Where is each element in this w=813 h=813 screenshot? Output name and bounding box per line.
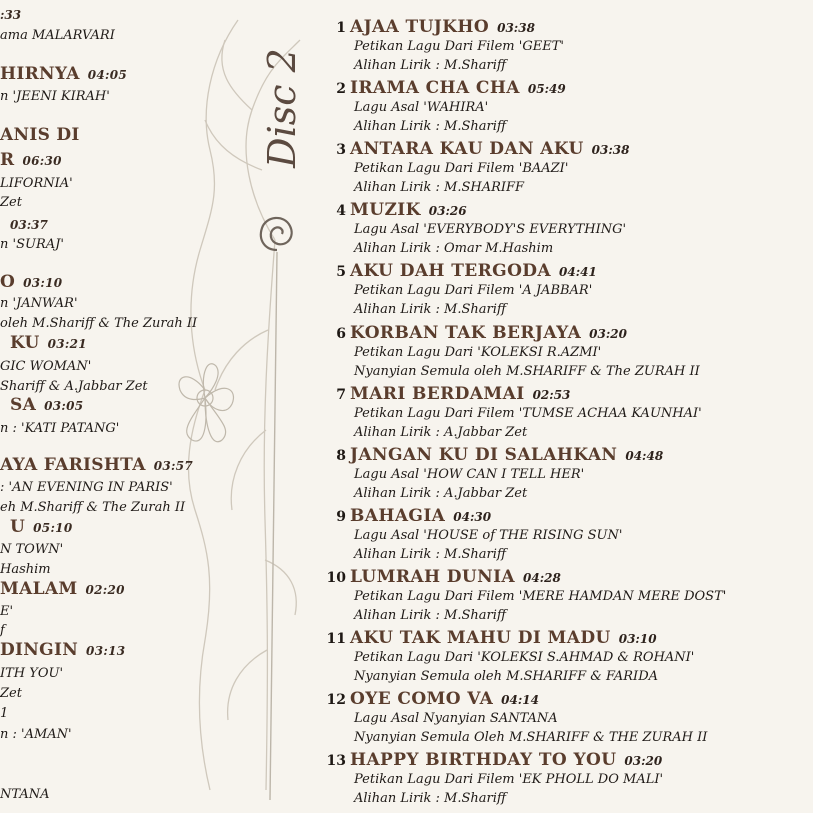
track-source-line: Petikan Lagu Dari Filem 'EK PHOLL DO MALI' [354,772,664,787]
track-number: 4 [336,203,346,219]
left-fragment-line [0,727,72,742]
left-fragment-text: :33 [0,8,22,22]
left-fragment-line [0,316,197,331]
left-fragment-line [0,480,173,495]
track-title-line [350,139,630,159]
left-fragment-line [0,296,78,311]
left-fragment-text: DINGIN [0,640,79,660]
track-source-line: Petikan Lagu Dari Filem 'TUMSE ACHAA KAUNHAI' [354,406,702,421]
track-title-line [350,506,491,526]
track-source-line: Lagu Asal 'HOW CAN I TELL HER' [354,467,585,482]
left-fragment-title [10,333,87,353]
track-title: AKU TAK MAHU DI MADU [350,628,611,648]
left-fragment-line [0,176,73,191]
track-credit-line: Alihan Lirik : M.Shariff [354,791,507,806]
track-credit-line: Alihan Lirik : M.SHARIFF [354,180,525,195]
left-fragment-text: : 'AN EVENING IN PARIS' [0,480,173,495]
left-fragment-line [0,542,63,557]
track-item [322,384,813,447]
track-title-line [350,445,663,465]
track-number: 9 [336,509,346,525]
left-fragment-text: Zet [0,195,22,210]
track-title: HAPPY BIRTHDAY TO YOU [350,750,617,770]
track-credit-line: Alihan Lirik : A.Jabbar Zet [354,425,528,440]
track-title: BAHAGIA [350,506,446,526]
track-duration: 03:20 [624,754,663,768]
track-title-line [350,750,662,770]
track-credit-line: Nyanyian Semula Oleh M.SHARIFF & THE ZURAH II [354,730,708,745]
left-fragment-text: ama MALARVARI [0,28,115,43]
left-fragment-title [0,640,126,660]
track-duration: 04:14 [501,693,539,707]
left-fragment-duration: 02:20 [85,583,125,597]
track-source-line: Petikan Lagu Dari Filem 'GEET' [354,39,564,54]
left-fragment-line [0,623,5,638]
left-fragment-title [10,517,73,537]
left-fragment-text: Shariff & A.Jabbar Zet [0,379,148,394]
left-fragment-text: LIFORNIA' [0,176,73,191]
track-item [322,628,813,691]
left-fragment-line [0,89,110,104]
left-fragment-text: n 'SURAJ' [0,237,64,252]
track-duration: 04:28 [523,571,561,585]
left-fragment-line [0,421,119,436]
left-fragment-text: n 'JANWAR' [0,296,78,311]
track-source-line: Lagu Asal 'EVERYBODY'S EVERYTHING' [354,222,627,237]
track-title: IRAMA CHA CHA [350,78,520,98]
left-fragment-line [0,604,13,619]
left-fragment-text: AYA FARISHTA [0,455,146,475]
track-title: MARI BERDAMAI [350,384,525,404]
left-fragment-title [0,455,194,475]
left-fragment-duration: 03:05 [44,399,84,413]
track-title: AKU DAH TERGODA [350,261,552,281]
left-fragment-dur [10,218,48,233]
track-number: 8 [336,448,346,464]
left-fragment-text: oleh M.Shariff & The Zurah II [0,316,198,331]
left-fragment-line [0,195,22,210]
track-source-line: Lagu Asal Nyanyian SANTANA [354,711,558,726]
left-fragment-line [0,359,91,374]
track-duration: 04:48 [625,449,664,463]
left-fragment-text: ANIS DI [0,125,80,145]
track-item [322,445,813,508]
left-fragment-text: n 'JEENI KIRAH' [0,89,110,104]
left-fragment-line [0,562,51,577]
left-fragment-dur [0,8,21,23]
left-fragment-duration: 03:57 [153,459,194,473]
track-list [322,0,813,813]
track-credit-line: Nyanyian Semula oleh M.SHARIFF & FARIDA [354,669,659,684]
left-fragment-duration: 06:30 [22,154,62,168]
left-fragment-text: f [0,623,5,638]
left-fragment-text: NTANA [0,787,50,802]
left-fragment-text: O [0,272,16,292]
track-title: KORBAN TAK BERJAYA [350,323,582,343]
track-title: MUZIK [350,200,421,220]
track-source-line: Petikan Lagu Dari Filem 'MERE HAMDAN MERE DOST' [354,589,727,604]
track-number: 1 [336,20,346,36]
track-credit-line: Alihan Lirik : M.Shariff [354,119,507,134]
left-fragment-text: 1 [0,706,9,721]
track-item [322,689,813,752]
left-fragment-title [0,272,63,292]
left-fragment-text: Hashim [0,562,51,577]
left-fragment-text: N TOWN' [0,542,64,557]
track-duration: 03:38 [591,143,630,157]
track-duration: 04:41 [559,265,597,279]
left-fragment-text: HIRNYA [0,64,80,84]
track-title: ANTARA KAU DAN AKU [350,139,584,159]
track-item [322,506,813,569]
track-duration: 04:30 [453,510,492,524]
track-title: OYE COMO VA [350,689,494,709]
track-item [322,17,813,80]
track-title-line [350,200,467,220]
track-duration: 02:53 [532,388,571,402]
left-fragment-line [0,787,50,802]
track-title-line [350,384,570,404]
track-item [322,323,813,386]
track-credit-line: Alihan Lirik : A.Jabbar Zet [354,486,528,501]
left-page-fragment [0,0,240,813]
track-duration: 03:26 [428,204,467,218]
track-number: 10 [326,570,346,586]
track-title-line [350,628,657,648]
left-fragment-title [0,125,80,145]
left-fragment-line [0,666,63,681]
track-source-line: Petikan Lagu Dari Filem 'A JABBAR' [354,283,593,298]
left-fragment-line [0,686,22,701]
track-item [322,750,813,813]
track-number: 2 [336,81,346,97]
track-title-line [350,323,627,343]
track-title-line [350,567,561,587]
left-fragment-text: SA [10,395,37,415]
left-fragment-title [10,395,84,415]
track-source-line: Lagu Asal 'HOUSE of THE RISING SUN' [354,528,623,543]
track-item [322,567,813,630]
left-fragment-line [0,237,64,252]
track-number: 7 [336,387,346,403]
track-title: JANGAN KU DI SALAHKAN [350,445,618,465]
left-fragment-text: MALAM [0,579,78,599]
track-title-line [350,17,535,37]
left-fragment-title [0,150,62,170]
track-item [322,78,813,141]
left-fragment-text: n : 'AMAN' [0,727,72,742]
track-credit-line: Nyanyian Semula oleh M.SHARIFF & The ZURAH II [354,364,700,379]
track-number: 13 [326,753,346,769]
track-title: LUMRAH DUNIA [350,567,516,587]
track-source-line: Lagu Asal 'WAHIRA' [354,100,489,115]
track-source-line: Petikan Lagu Dari 'KOLEKSI S.AHMAD & ROHANI' [354,650,695,665]
track-number: 5 [336,264,346,280]
left-fragment-line [0,379,148,394]
track-duration: 03:10 [618,632,657,646]
left-fragment-text: GIC WOMAN' [0,359,92,374]
left-fragment-title [0,579,125,599]
track-item [322,261,813,324]
left-fragment-text: 03:37 [10,218,48,232]
track-source-line: Petikan Lagu Dari 'KOLEKSI R.AZMI' [354,345,602,360]
track-title: AJAA TUJKHO [350,17,490,37]
track-duration: 03:20 [589,327,627,341]
left-fragment-text: Zet [0,686,22,701]
track-duration: 05:49 [527,82,566,96]
track-item [322,139,813,202]
track-credit-line: Alihan Lirik : M.Shariff [354,302,507,317]
track-number: 12 [326,692,346,708]
track-credit-line: Alihan Lirik : M.Shariff [354,608,507,623]
left-fragment-line [0,28,115,43]
track-item [322,200,813,263]
left-fragment-duration: 03:13 [86,644,126,658]
left-fragment-text: KU [10,333,40,353]
left-fragment-text: n : 'KATI PATANG' [0,421,120,436]
left-fragment-line [0,706,8,721]
track-duration: 03:38 [497,21,535,35]
left-fragment-title [0,64,128,84]
track-number: 6 [336,326,346,342]
left-fragment-text: eh M.Shariff & The Zurah II [0,500,186,515]
track-title-line [350,261,597,281]
track-credit-line: Alihan Lirik : M.Shariff [354,58,507,73]
left-fragment-text: U [10,517,26,537]
disc-label-text: Disc 2 [260,48,305,168]
left-fragment-text: R [0,150,15,170]
left-fragment-duration: 03:21 [47,337,87,351]
left-fragment-duration: 05:10 [33,521,73,535]
left-fragment-duration: 04:05 [87,68,128,82]
track-source-line: Petikan Lagu Dari Filem 'BAAZI' [354,161,569,176]
left-fragment-text: ITH YOU' [0,666,64,681]
track-credit-line: Alihan Lirik : Omar M.Hashim [354,241,554,256]
track-title-line [350,689,539,709]
track-title-line [350,78,566,98]
disc-label [252,48,312,168]
track-number: 11 [326,631,346,647]
left-fragment-text: E' [0,604,14,619]
track-credit-line: Alihan Lirik : M.Shariff [354,547,507,562]
left-fragment-duration: 03:10 [23,276,63,290]
left-fragment-line [0,500,185,515]
track-number: 3 [336,142,346,158]
